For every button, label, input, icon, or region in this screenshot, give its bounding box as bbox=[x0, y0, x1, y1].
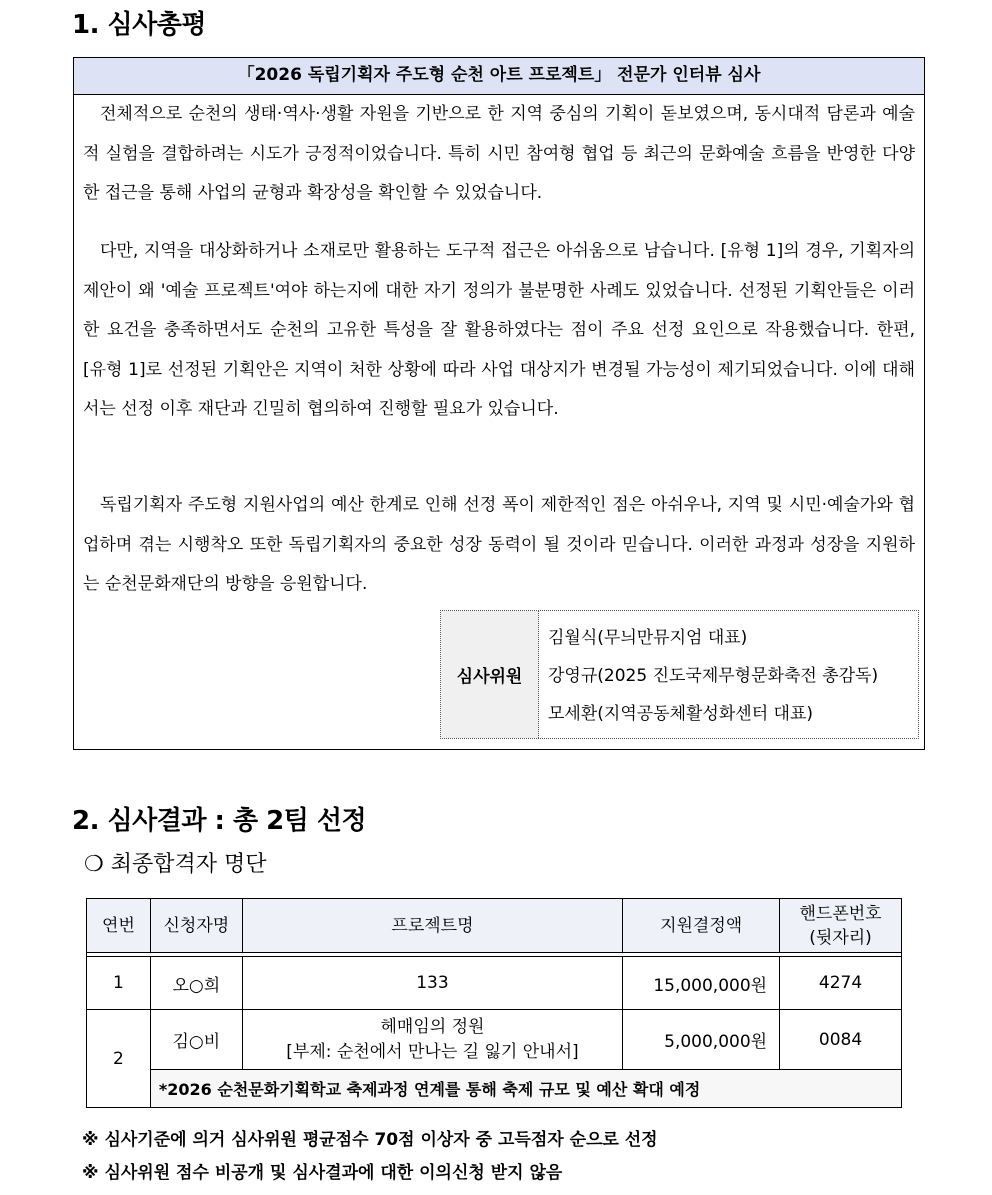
cell-name: 오○희 bbox=[150, 957, 242, 1010]
table-note: *2026 순천문화기획학교 축제과정 연계를 통해 축제 규모 및 예산 확대 예정 bbox=[150, 1070, 901, 1108]
cell-phone: 4274 bbox=[780, 957, 902, 1010]
header-amount: 지원결정액 bbox=[623, 899, 780, 953]
table-row bbox=[87, 1010, 902, 1070]
header-project: 프로젝트명 bbox=[242, 899, 622, 953]
footnote: ※ 심사기준에 의거 심사위원 평균점수 70점 이상자 중 고득점자 순으로 선정 bbox=[82, 1130, 658, 1150]
project-subtitle: [부제: 순천에서 만나는 길 잃기 안내서] bbox=[286, 1041, 579, 1062]
reviewers-list bbox=[539, 611, 918, 738]
table-header-row bbox=[87, 899, 902, 953]
review-paragraph: 다만, 지역을 대상화하거나 소재로만 활용하는 도구적 접근은 아쉬움으로 남습니다. [유형 1]의 경우, 기획자의 제안이 왜 '예술 프로젝트'여야 하는지에 대한 자기 정의가 불분명한 사례도 있었습니다. 선정된 기획안들은 이러한 요건을 충족하면서도 순천의 고유한 특성을 잘 활용하였다는 점이 주요 선정 요인으로 작용했습니다. 한편, [유형 1]로 선정된 기획안은 지역이 처한 상황에 따라 사업 대상지가 변경될 가능성이 제기되었습니다. 이에 대해서는 선정 이후 재단과 긴밀히 협의하여 진행할 필요가 있습니다. bbox=[83, 241, 915, 419]
footnote: ※ 심사위원 점수 비공개 및 심사결과에 대한 이의신청 받지 않음 bbox=[82, 1163, 563, 1183]
final-list-subheading: ❍ 최종합격자 명단 bbox=[84, 852, 267, 877]
reviewers-label: 심사위원 bbox=[441, 611, 539, 738]
section2-heading: 2. 심사결과 : 총 2팀 선정 bbox=[72, 806, 367, 836]
project-title: 헤매임의 정원 bbox=[380, 1016, 485, 1037]
review-summary-box bbox=[73, 57, 925, 750]
review-paragraph: 독립기획자 주도형 지원사업의 예산 한계로 인해 선정 폭이 제한적인 점은 아쉬우나, 지역 및 시민·예술가와 협업하며 겪는 시행착오 또한 독립기획자의 중요한 성장 동력이 될 것이라 믿습니다. 이러한 과정과 성장을 지원하는 순천문화재단의 방향을 응원합니다. bbox=[83, 495, 915, 594]
header-name: 신청자명 bbox=[150, 899, 242, 953]
header-phone: 핸드폰번호 (뒷자리) bbox=[780, 899, 902, 953]
table-row bbox=[87, 957, 902, 1010]
review-paragraph: 전체적으로 순천의 생태·역사·생활 자원을 기반으로 한 지역 중심의 기획이 돋보였으며, 동시대적 담론과 예술적 실험을 결합하려는 시도가 긍정적이었습니다. 특히 시민 참여형 협업 등 최근의 문화예술 흐름을 반영한 다양한 접근을 통해 사업의 균형과 확장성을 확인할 수 있었습니다. bbox=[83, 104, 915, 203]
reviewer-item: 강영규(2025 진도국제무형문화축전 총감독) bbox=[548, 666, 879, 686]
reviewers-panel bbox=[440, 610, 919, 739]
reviewer-item: 모세환(지역공동체활성화센터 대표) bbox=[548, 704, 813, 724]
review-box-title: 「2026 독립기획자 주도형 순천 아트 프로젝트」 전문가 인터뷰 심사 bbox=[74, 58, 924, 95]
cell-project: 133 bbox=[242, 957, 622, 1010]
cell-amount: 5,000,000원 bbox=[623, 1010, 780, 1070]
table-note-row bbox=[87, 1070, 902, 1108]
results-table bbox=[86, 898, 902, 1108]
cell-project bbox=[242, 1010, 622, 1070]
cell-no: 2 bbox=[87, 1010, 151, 1108]
header-no: 연번 bbox=[87, 899, 151, 953]
reviewer-item: 김월식(무늬만뮤지엄 대표) bbox=[548, 628, 748, 648]
section1-heading: 1. 심사총평 bbox=[72, 10, 206, 40]
cell-name: 김○비 bbox=[150, 1010, 242, 1070]
cell-phone: 0084 bbox=[780, 1010, 902, 1070]
cell-amount: 15,000,000원 bbox=[623, 957, 780, 1010]
cell-no: 1 bbox=[87, 957, 151, 1010]
